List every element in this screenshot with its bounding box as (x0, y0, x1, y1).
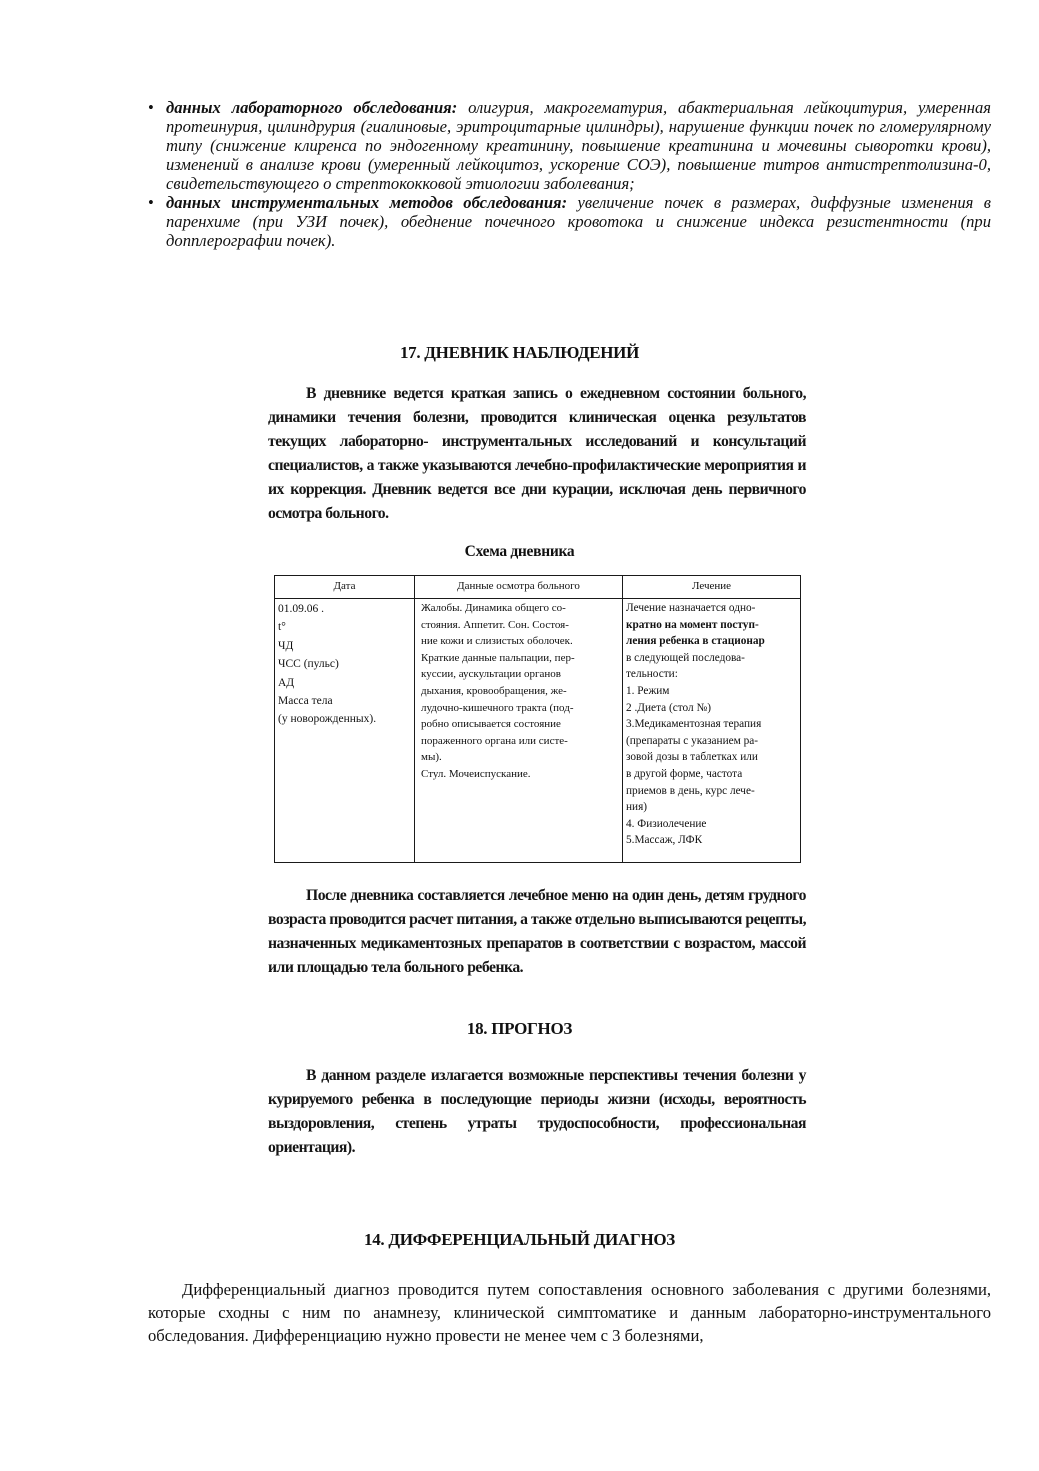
bullet-lab-text: олигурия, макрогематурия, абактериальная лейкоцитурия, умеренная протеинурия, цилиндрурия (гиалиновые, эритроцитарные цилиндры), нарушение функции почек по гломерулярному типу (снижение клиренса по эндогенному креатинину, повышение креатинина и мочевины сыворотки крови), изменений в анализе крови (умеренный лейкоцитоз, ускорение СОЭ), повышение титров антистрептолизина-0, свидетельствующего о стрептококковой этиологии заболевания; (166, 98, 991, 193)
section14-title: 14. ДИФФЕРЕНЦИАЛЬНЫЙ ДИАГНОЗ (364, 1230, 675, 1249)
exam-line: Жалобы. Динамика общего со- (421, 602, 566, 614)
treatment-line: ния) (626, 801, 648, 814)
section18-title: 18. ПРОГНОЗ (466, 1019, 573, 1038)
date-line: Масса тела (278, 695, 333, 708)
table-row (275, 599, 801, 863)
section17-after-text: После дневника составляется лечебное меню на один день, детям грудного возраста проводится расчет питания, а также отдельно выписываются рецепты, назначенных медикаментозных препаратов в соответствии с возрастом, массой или площадью тела больного ребенка. (268, 887, 806, 976)
treatment-line: ления ребенка в стационар (626, 635, 765, 648)
date-line: АД (278, 676, 295, 689)
date-line: (у новорожденных). (278, 713, 377, 726)
header-exam: Данные осмотра больного (415, 576, 623, 599)
treatment-line: зовой дозы в таблетках или (626, 751, 758, 764)
treatment-line: 1. Режим (626, 684, 670, 697)
treatment-line: 5.Массаж, ЛФК (626, 834, 703, 847)
table-header-row (275, 576, 801, 599)
exam-line: робно описывается состояние (421, 718, 561, 731)
exam-line: пораженного органа или систе- (421, 734, 568, 747)
exam-line: ние кожи и слизистых оболочек. (421, 635, 573, 648)
bullet-lab-label: данных лабораторного обследования: (166, 98, 458, 117)
section14-paragraph: Дифференциальный диагноз проводится путем сопоставления основного заболевания с другими болезнями, которые сходны с ним по анамнезу, клинической симптоматике и данным лабораторно-инструментального обследования. Дифференциацию нужно провести не менее чем с 3 болезнями, (148, 1280, 991, 1345)
bullet-instrumental-text: увеличение почек в размерах, диффузные изменения в паренхиме (при УЗИ почек), обеднение почечного кровотока и снижение индекса резистентности (при допплерографии почек). (166, 193, 991, 250)
exam-line: куссии, аускультации органов (421, 668, 561, 681)
bullet-lab-data (148, 98, 991, 193)
treatment-line: в другой форме, частота (626, 767, 743, 780)
exam-line: Стул. Мочеиспускание. (421, 767, 531, 780)
section17-after-paragraph (268, 884, 806, 980)
bullet-instrumental-label: данных инструментальных методов обследования: (166, 193, 568, 212)
section17-title: 17. ДНЕВНИК НАБЛЮДЕНИЙ (399, 343, 640, 362)
header-treatment: Лечение (623, 576, 801, 599)
section17-paragraph-text: В дневнике ведется краткая запись о ежедневном состоянии больного, динамики течения болезни, проводится клиническая оценка результатов текущих лабораторно- инструментальных исследований и консультаций специалистов, а также указываются лечебно-профилактические мероприятия и их коррекция. Дневник ведется все дни курации, исключая день первичного осмотра больного. (268, 385, 806, 522)
section17-paragraph (268, 382, 806, 526)
date-line: 01.09.06 . (278, 603, 324, 615)
header-date: Дата (275, 576, 415, 599)
section18-paragraph (268, 1064, 806, 1160)
date-line: ЧСС (пульс) (278, 658, 339, 671)
bullet-instrumental-data (148, 193, 991, 250)
section14-body (148, 1278, 991, 1347)
exam-line: лудочно-кишечного тракта (под- (421, 701, 574, 714)
exam-line: дыхания, кровообращения, же- (421, 684, 567, 697)
exam-line: мы). (421, 751, 442, 764)
treatment-line: в следующей последова- (626, 651, 745, 664)
diary-scheme-table (274, 575, 801, 863)
diary-scheme-title: Схема дневника (464, 543, 575, 560)
treatment-line: приемов в день, курс лече- (626, 784, 755, 797)
treatment-line: кратно на момент поступ- (626, 618, 759, 631)
cell-treatment (623, 599, 801, 863)
treatment-line: тельности: (626, 668, 678, 681)
treatment-line: (препараты с указанием ра- (626, 734, 759, 747)
exam-line: стояния. Аппетит. Сон. Состоя- (421, 618, 569, 631)
treatment-line: 3.Медикаментозная терапия (626, 718, 762, 731)
top-bullet-list (148, 98, 991, 250)
treatment-line: 2 .Диета (стол №) (626, 701, 712, 714)
cell-exam (415, 599, 623, 863)
date-line: t° (278, 621, 286, 634)
date-line: ЧД (278, 639, 294, 652)
treatment-line: 4. Физиолечение (626, 817, 707, 830)
bullet-dot: • (148, 193, 154, 212)
section18-paragraph-text: В данном разделе излагается возможные перспективы течения болезни у курируемого ребенка в последующие периоды жизни (исходы, вероятность выздоровления, степень утраты трудоспособности, профессиональная ориентация). (268, 1067, 806, 1156)
bullet-dot: • (148, 98, 154, 117)
exam-line: Краткие данные пальпации, пер- (421, 651, 575, 664)
cell-date (275, 599, 415, 863)
treatment-line: Лечение назначается одно- (626, 602, 756, 614)
